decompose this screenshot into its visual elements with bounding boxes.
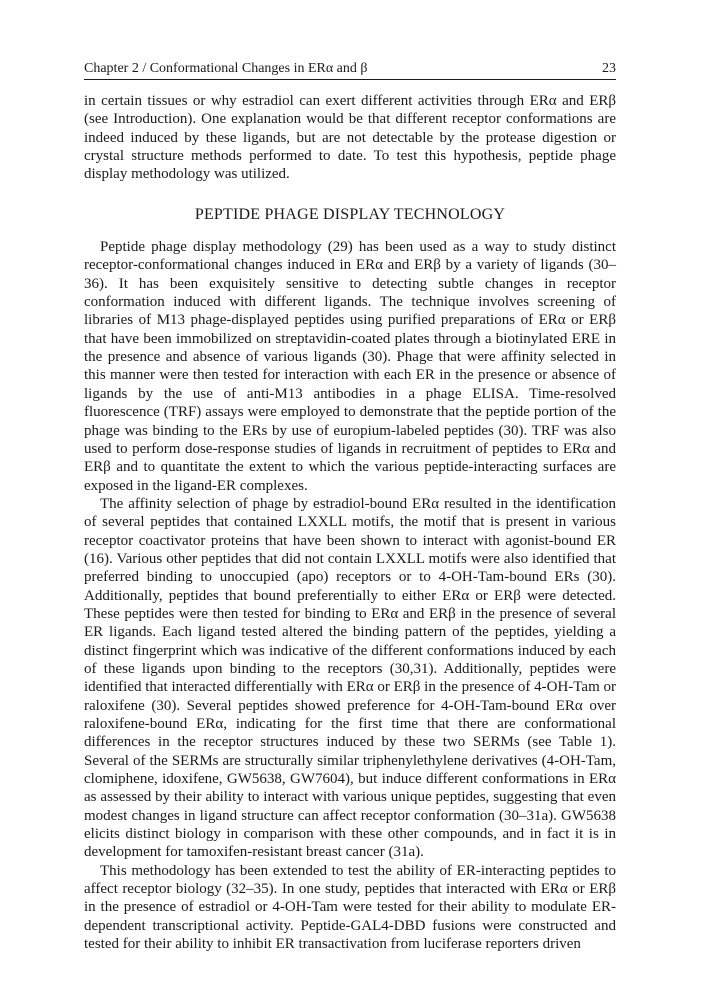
running-title: Chapter 2 / Conformational Changes in ERα and β <box>84 61 368 76</box>
paragraph-3: This methodology has been extended to test the ability of ER-interacting peptides to affect receptor biology (32–35). In one study, peptides that interacted with ERα or ERβ in the presence of estradiol or 4-OH-Tam were tested for their ability to modulate ER-dependent transcriptional activity. Peptide-GAL4-DBD fusions were constructed and tested for their ability to inhibit ER transactivation from luciferase reporters driven <box>84 862 616 953</box>
paragraph-1: Peptide phage display methodology (29) has been used as a way to study distinct receptor-conformational changes induced in ERα and ERβ by a variety of ligands (30–36). It has been exquisitely sensitive to detecting subtle changes in receptor conformation induced with different ligands. The technique involves screening of libraries of M13 phage-displayed peptides using purified preparations of ERα or ERβ that have been immobilized on streptavidin-coated plates through a biotinylated ERE in the presence and absence of various ligands (30). Phage that were affinity selected in this manner were then tested for interaction with each ER in the presence or absence of ligands by the use of anti-M13 antibodies in a phage ELISA. Time-resolved fluorescence (TRF) assays were employed to demonstrate that the peptide portion of the phage was binding to the ERs by use of europium-labeled peptides (30). TRF was also used to perform dose-response studies of ligands in recruitment of peptides to ERα and ERβ and to quantitate the extent to which the various peptide-interacting surfaces are exposed in the ligand-ER complexes. <box>84 239 616 494</box>
section-heading: PEPTIDE PHAGE DISPLAY TECHNOLOGY <box>194 205 506 223</box>
intro-paragraph: in certain tissues or why estradiol can exert different activities through ERα and ERβ (see Introduction). One explanation would be that different receptor conformations are indeed induced by these ligands, but are not detectable by the protease digestion or crystal structure methods performed to date. To test this hypothesis, peptide phage display methodology was utilized. <box>84 93 616 183</box>
running-header <box>84 60 616 80</box>
body-text <box>84 92 616 953</box>
page-number: 23 <box>602 61 616 76</box>
paragraph-2: The affinity selection of phage by estradiol-bound ERα resulted in the identification of several peptides that contained LXXLL motifs, the motif that is present in various receptor coactivator proteins that have been shown to interact with agonist-bound ER (16). Various other peptides that did not contain LXXLL motifs were also identified that preferred binding to unoccupied (apo) receptors or to 4-OH-Tam-bound ERs (30). Additionally, peptides that bound preferentially to either ERα or ERβ were detected. These peptides were then tested for binding to ERα and ERβ in the presence of several ER ligands. Each ligand tested altered the binding pattern of the peptides, yielding a distinct fingerprint which was indicative of the different conformations induced by each of these ligands upon binding to the receptors (30,31). Additionally, peptides were identified that interacted differentially with ERα or ERβ in the presence of 4-OH-Tam or raloxifene (30). Several peptides showed preference for 4-OH-Tam-bound ERα over raloxifene-bound ERα, indicating for the first time that there are conformational differences in the receptor structures induced by these two SERMs (see Table 1). Several of the SERMs are structurally similar triphenylethylene derivatives (4-OH-Tam, clomiphene, idoxifene, GW5638, GW7604), but induce different conformations in ERα as assessed by their ability to interact with various unique peptides, suggesting that even modest changes in ligand structure can affect receptor conformation (30–31a). GW5638 elicits distinct biology in comparison with these other compounds, and in fact it is in development for tamoxifen-resistant breast cancer (31a). <box>84 495 616 861</box>
